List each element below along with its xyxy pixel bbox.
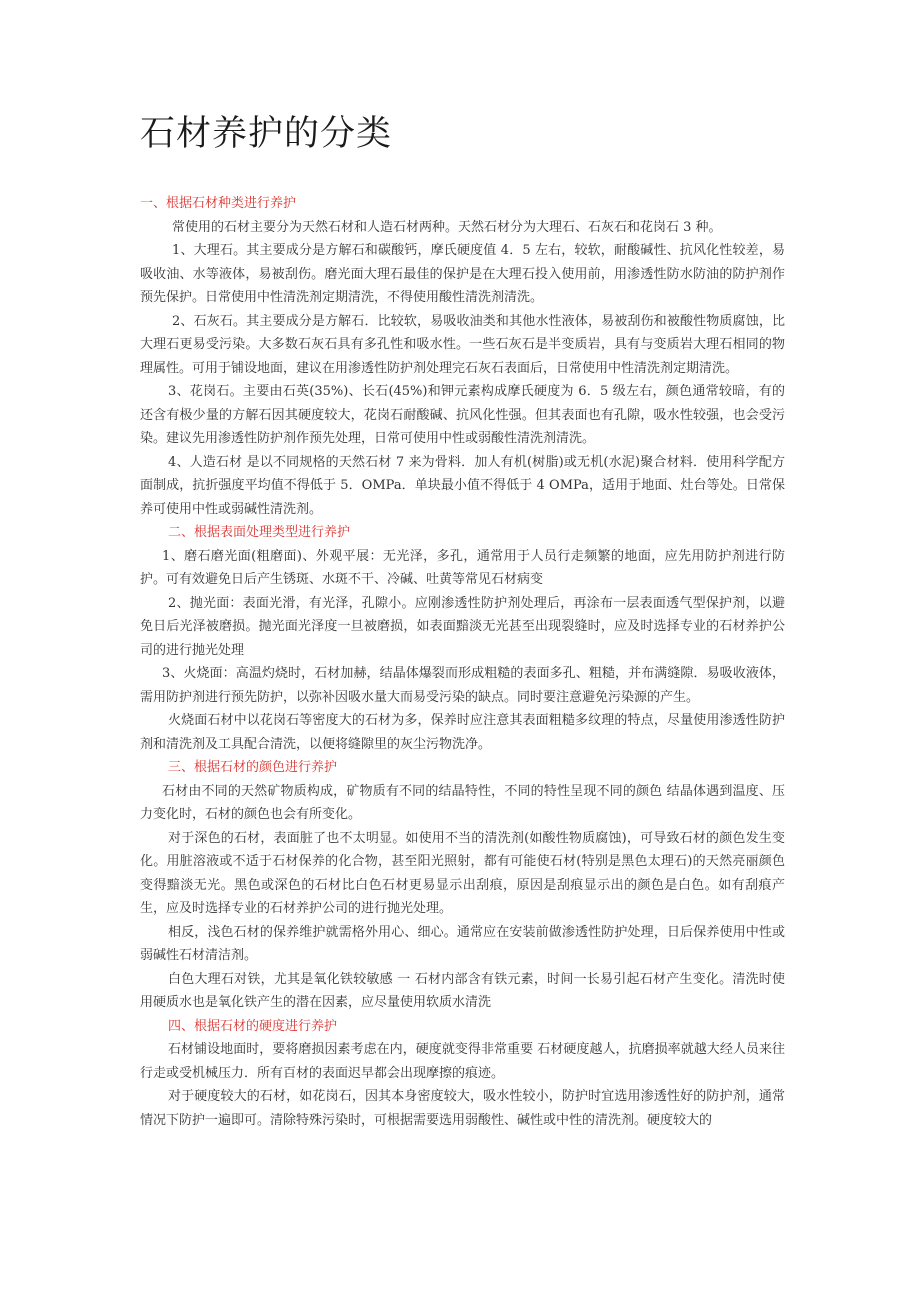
section-heading: 三、根据石材的颜色进行养护 (168, 760, 338, 775)
body-paragraph: 2、石灰石。其主要成分是方解石．比较软，易吸收油类和其他水性液体，易被刮伤和被酸性物质腐蚀，比大理石更易受污染。大多数石灰石具有多孔性和吸水性。一些石灰石是半变质岩，具有与变质岩大理石相同的物理属性。可用于铺设地面，建议在用渗透性防护剂处理完石灰石表面后，日常使用中性清洗剂定期清洗。 (140, 313, 785, 376)
body-paragraph: 1、磨石磨光面(粗磨面)、外观平展：无光泽，多孔，通常用于人员行走频繁的地面，应先用防护剂进行防护。可有效避免日后产生锈斑、水斑不干、冷碱、吐黄等常见石材病变 (140, 548, 785, 587)
page-title: 石材养护的分类 (140, 114, 393, 154)
document-page (140, 110, 785, 1132)
body-paragraph: 对于硬度较大的石材，如花岗石，因其本身密度较大，吸水性较小，防护时宜选用渗透性好的防护剂，通常情况下防护一遍即可。清除特殊污染时，可根据需要选用弱酸性、碱性或中性的清洗剂。硬度较大的 (140, 1089, 785, 1128)
body-paragraph: 石材铺设地面时，要将磨损因素考虑在内，硬度就变得非常重要 石材硬度越人，抗磨损率就越大经人员来往行走或受机械压力．所有百材的表面迟早都会出现摩擦的痕迹。 (140, 1042, 785, 1081)
body-paragraph: 3、花岗石。主要由石英(35%)、长石(45%)和钾元素构成摩氏硬度为 6．5 级左右，颜色通常较暗，有的还含有极少量的方解石因其硬度较大，花岗石耐酸碱、抗风化性强。但其表面也有孔隙，吸水性较强，也会受污染。建议先用渗透性防护剂作预先处理，日常可使用中性或弱酸性清洗剂清洗。 (140, 384, 785, 446)
body-paragraph: 3、火烧面：高温灼烧时，石材加赫，结晶体爆裂而形成粗糙的表面多孔、粗糙，并布满缝隙．易吸收液体，需用防护剂进行预先防护，以弥补因吸水量大而易受污染的缺点。同时要注意避免污染源的产生。 (140, 666, 785, 705)
section-heading: 二、根据表面处理类型进行养护 (168, 525, 351, 540)
body-paragraph: 对于深色的石材，表面脏了也不太明显。如使用不当的清洗剂(如酸性物质腐蚀)，可导致石材的颜色发生变化。用脏溶液或不适于石材保养的化合物，甚至阳光照射，都有可能使石材(特别是黑色太理石)的天然亮丽颜色变得黯淡无光。黑色或深色的石材比白色石材更易显示出刮痕，原因是刮痕显示出的颜色是白色。如有刮痕产生，应及时选择专业的石材养护公司的进行抛光处理。 (140, 830, 785, 916)
body-paragraph: 火烧面石材中以花岗石等密度大的石材为多，保养时应注意其表面粗糙多纹理的特点，尽量使用渗透性防护剂和清洗剂及工具配合清洗，以便将缝隙里的灰尘污物洗净。 (140, 713, 785, 752)
body-paragraph: 1、大理石。其主要成分是方解石和碳酸钙，摩氏硬度值 4．5 左右，较软，耐酸碱性、抗风化性较差，易吸收油、水等液体，易被刮伤。磨光面大理石最佳的保护是在大理石投入使用前，用渗透性防水防油的防护剂作预先保护。日常使用中性清洗剂定期清洗，不得使用酸性清洗剂清洗。 (140, 243, 785, 305)
body-paragraph: 相反，浅色石材的保养维护就需格外用心、细心。通常应在安装前做渗透性防护处理，日后保养使用中性或弱碱性石材清洁剂。 (140, 924, 785, 963)
body-paragraph: 4、人造石材 是以不同规格的天然石材 7 来为骨料．加人有机(树脂)或无机(水泥)聚合材料．使用科学配方面制成，抗折强度平均值不得低于 5．OMPa．单块最小值不得低于 4 OMPa，适用于地面、灶台等处。日常保养可使用中性或弱碱性清洗剂。 (140, 454, 785, 517)
body-paragraph: 石材由不同的天然矿物质构成，矿物质有不同的结晶特性，不同的特性呈现不同的颜色 结晶体遇到温度、压力变化时，石材的颜色也会有所变化。 (140, 783, 785, 822)
body-paragraph: 常使用的石材主要分为天然石材和人造石材两种。天然石材分为大理石、石灰石和花岗石 3 种。 (172, 219, 722, 235)
section-heading: 一、根据石材种类进行养护 (140, 196, 297, 211)
body-paragraph: 白色大理石对铁，尤其是氧化铁较敏感 一 石材内部含有铁元素，时间一长易引起石材产生变化。清洗时使用硬质水也是氧化铁产生的潜在因素，应尽量使用软质水清洗 (140, 971, 785, 1010)
section-heading: 四、根据石材的硬度进行养护 (168, 1018, 338, 1034)
body-paragraph: 2、抛光面：表面光滑，有光泽，孔隙小。应刚渗透性防护剂处理后，再涂布一层表面透气型保护剂，以避免日后光泽被磨损。抛光面光泽度一旦被磨损，如表面黯淡无光甚至出现裂缝时，应及时选择专业的石材养护公司的进行抛光处理 (140, 595, 785, 658)
